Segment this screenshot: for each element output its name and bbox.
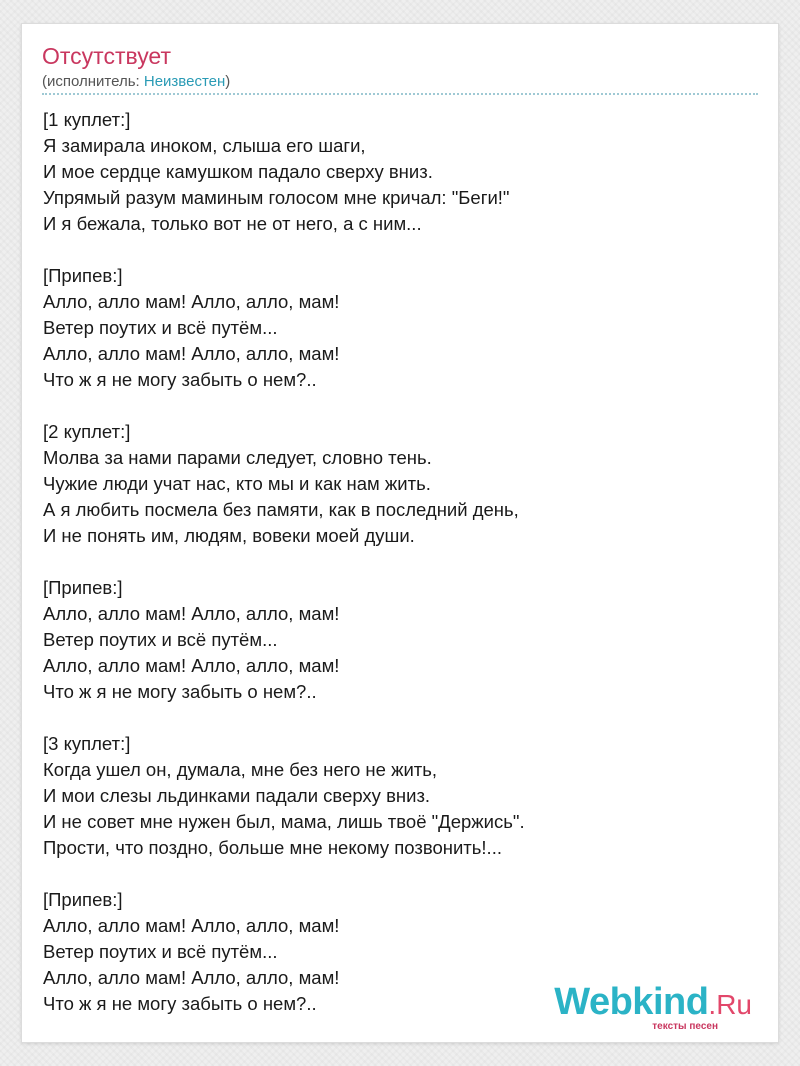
lyric-line: Прости, что поздно, больше мне некому позвонить!... <box>43 837 502 858</box>
lyric-line: И не совет мне нужен был, мама, лишь твоё "Держись". <box>43 811 525 832</box>
lyric-line: И я бежала, только вот не от него, а с ним... <box>43 213 422 234</box>
lyric-line: А я любить посмела без памяти, как в последний день, <box>43 499 519 520</box>
lyric-blank-line <box>43 861 763 887</box>
lyric-line: Ветер поутих и всё путём... <box>43 629 278 650</box>
lyrics-body <box>43 107 763 1017</box>
lyric-line: И мои слезы льдинками падали сверху вниз. <box>43 785 431 806</box>
lyric-line: [Припев:] <box>43 265 123 286</box>
lyric-line: [Припев:] <box>43 889 123 910</box>
lyric-line: Что ж я не могу забыть о нем?.. <box>43 993 317 1014</box>
artist-line <box>42 73 230 91</box>
lyric-line: Что ж я не могу забыть о нем?.. <box>43 681 317 702</box>
lyric-blank-line <box>43 393 763 419</box>
lyric-blank-line <box>43 705 763 731</box>
lyric-line: [1 куплет:] <box>43 109 131 130</box>
song-title: Отсутствует <box>42 43 171 69</box>
site-logo <box>554 983 752 1032</box>
lyric-blank-line <box>43 549 763 575</box>
lyric-line: Алло, алло мам! Алло, алло, мам! <box>43 915 340 936</box>
lyric-line: И мое сердце камушком падало сверху вниз. <box>43 161 433 182</box>
lyrics-card <box>22 24 778 1042</box>
lyric-line: Молва за нами парами следует, словно тень. <box>43 447 432 468</box>
lyric-line: Ветер поутих и всё путём... <box>43 317 278 338</box>
lyric-line: Алло, алло мам! Алло, алло, мам! <box>43 655 340 676</box>
lyric-line: Упрямый разум маминым голосом мне кричал: "Беги!" <box>43 187 510 208</box>
title-divider <box>42 93 758 95</box>
lyric-line: Чужие люди учат нас, кто мы и как нам жить. <box>43 473 431 494</box>
lyric-line: Когда ушел он, думала, мне без него не жить, <box>43 759 438 780</box>
lyric-line: [Припев:] <box>43 577 123 598</box>
logo-name: Webkind <box>554 981 709 1023</box>
lyric-line: Алло, алло мам! Алло, алло, мам! <box>43 291 340 312</box>
lyric-blank-line <box>43 237 763 263</box>
lyric-line: Алло, алло мам! Алло, алло, мам! <box>43 343 340 364</box>
logo-tld: .Ru <box>708 989 752 1020</box>
lyric-line: [3 куплет:] <box>43 733 131 754</box>
artist-link[interactable]: Неизвестен <box>143 73 226 90</box>
lyric-line: Ветер поутих и всё путём... <box>43 941 278 962</box>
lyric-line: Алло, алло мам! Алло, алло, мам! <box>43 967 340 988</box>
lyric-line: Алло, алло мам! Алло, алло, мам! <box>43 603 340 624</box>
logo-tagline: тексты песен <box>652 1021 718 1032</box>
lyric-line: Что ж я не могу забыть о нем?.. <box>43 369 317 390</box>
logo-wordmark <box>554 983 752 1024</box>
lyric-line: [2 куплет:] <box>43 421 131 442</box>
lyric-line: Я замирала иноком, слыша его шаги, <box>43 135 366 156</box>
artist-suffix: ) <box>225 73 231 90</box>
artist-prefix: (исполнитель: <box>42 73 144 90</box>
lyric-line: И не понять им, людям, вовеки моей души. <box>43 525 415 546</box>
